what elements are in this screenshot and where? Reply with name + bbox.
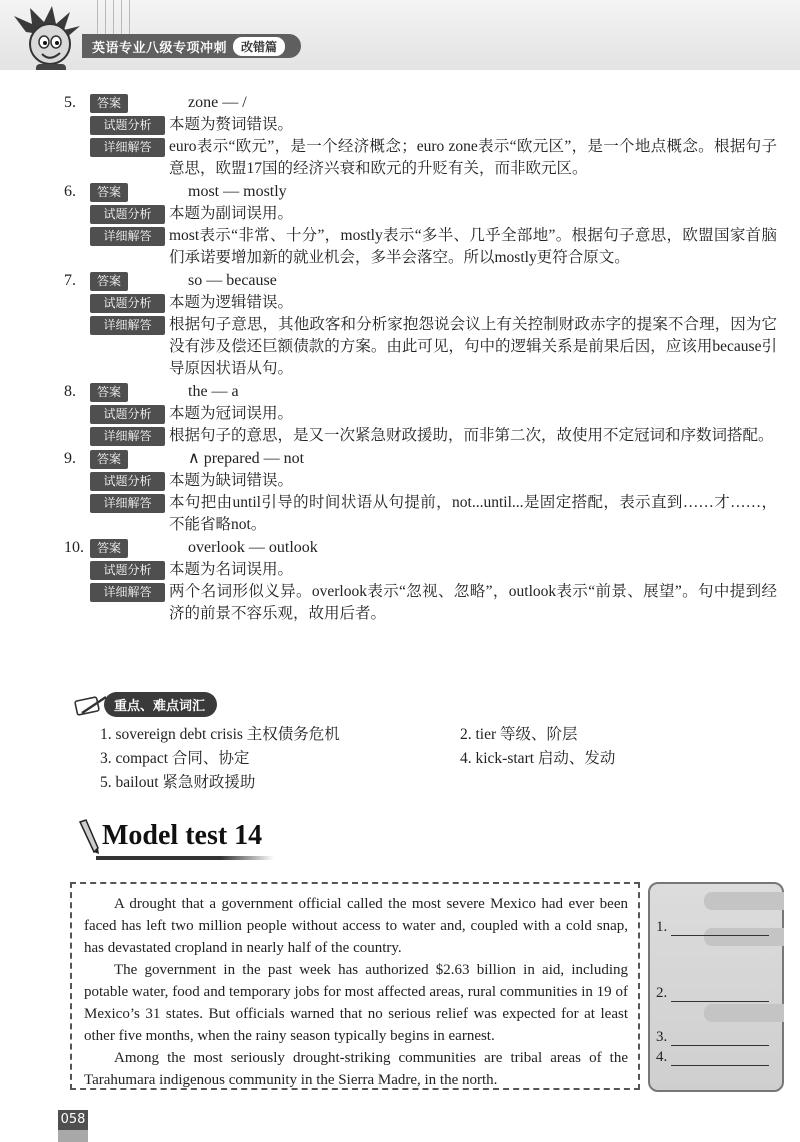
blank-number: 1. [656,919,668,935]
notebook-pen-icon [74,693,108,717]
answer-number: 9. [64,450,76,467]
answer-entry [64,181,784,269]
pencil-icon [74,818,102,854]
analysis-text: 本题为名词误用。 [169,561,294,578]
answer-blanks-panel [648,882,784,1092]
analysis-text: 本题为逻辑错误。 [169,294,294,311]
answer-entry [64,448,784,536]
page-number: 058 [58,1110,88,1130]
answer-number: 5. [64,94,76,111]
answer-number: 6. [64,183,76,200]
panel-tab [704,1004,784,1022]
detail-badge: 详细解答 [90,138,165,157]
detail-text: 两个名词形似义异。overlook表示“忽视、忽略”，outlook表示“前景、展望”。句中提到经济的前景不容乐观，故用后者。 [169,583,777,622]
analysis-badge: 试题分析 [90,205,165,224]
passage-paragraph: The government in the past week has authorized $2.63 billion in aid, including potable water, food and temporary jobs for most affected areas, rural communities in 19 of Mexico’s 31 states. But officials warned that no serious relief was expected for at least other five months, when the rainy season typically begins in earnest. [84,962,628,1044]
answer-text: most — mostly [188,183,287,200]
answer-blank[interactable] [656,984,769,1002]
analysis-badge: 试题分析 [90,561,165,580]
analysis-text: 本题为副词误用。 [169,205,294,222]
answer-entry [64,381,784,447]
section-tag: 改错篇 [233,37,285,56]
detail-badge: 详细解答 [90,227,165,246]
passage-paragraph: A drought that a government official called the most severe Mexico had ever been faced has left two million people without access to water and, coupled with a cold snap, has devastated cropland in nearly half of the country. [84,896,628,956]
analysis-text: 本题为冠词误用。 [169,405,294,422]
vocab-item: 1. sovereign debt crisis 主权债务危机 [100,726,340,743]
answer-list [64,92,784,626]
answer-badge: 答案 [90,94,128,113]
detail-text: 根据句子意思，其他政客和分析家抱怨说会议上有关控制财政赤字的提案不合理，因为它没有涉及偿还巨额债款的方案。由此可见，句中的逻辑关系是前果后因，应该用because引导原因状语从句。 [169,316,777,377]
answer-badge: 答案 [90,272,128,291]
answer-number: 10. [64,539,84,556]
passage-box [70,882,640,1090]
detail-text: 本句把由until引导的时间状语从句提前，not...until...是固定搭配，表示直到……才……，不能省略not。 [169,494,777,533]
vocab-item: 4. kick-start 启动、发动 [460,750,616,767]
detail-text: 根据句子的意思，是又一次紧急财政援助，而非第二次，故使用不定冠词和序数词搭配。 [169,427,774,444]
answer-text: so — because [188,272,277,289]
analysis-badge: 试题分析 [90,472,165,491]
answer-text: zone — / [188,94,247,111]
vocab-heading [74,692,217,717]
answer-badge: 答案 [90,450,128,469]
answer-number: 8. [64,383,76,400]
vocab-item: 2. tier 等级、阶层 [460,726,578,743]
answer-entry [64,92,784,180]
panel-tab [704,892,784,910]
analysis-badge: 试题分析 [90,405,165,424]
analysis-text: 本题为赘词错误。 [169,116,294,133]
answer-blank[interactable] [656,1048,769,1066]
answer-text: ∧ prepared — not [188,450,305,467]
page-number-tab [58,1130,88,1142]
vocab-title: 重点、难点词汇 [104,692,217,717]
detail-badge: 详细解答 [90,427,165,446]
answer-badge: 答案 [90,183,128,202]
vocab-item: 5. bailout 紧急财政援助 [100,774,256,791]
detail-badge: 详细解答 [90,316,165,335]
blank-line [671,1029,769,1046]
analysis-text: 本题为缺词错误。 [169,472,294,489]
answer-number: 7. [64,272,76,289]
answer-entry [64,270,784,380]
detail-badge: 详细解答 [90,494,165,513]
detail-badge: 详细解答 [90,583,165,602]
detail-text: euro表示“欧元”，是一个经济概念；euro zone表示“欧元区”，是一个地点概念。根据句子意思，欧盟17国的经济兴衰和欧元的升贬有关，而非欧元区。 [169,138,777,177]
page-header [0,0,800,70]
title-underline [96,856,274,860]
book-title: 英语专业八级专项冲刺 [92,40,228,56]
vocab-list [100,724,700,794]
analysis-badge: 试题分析 [90,294,165,313]
header-band [82,34,301,58]
answer-blank[interactable] [656,1028,769,1046]
model-test-title: Model test 14 [102,820,263,851]
blank-number: 4. [656,1049,668,1065]
analysis-badge: 试题分析 [90,116,165,135]
answer-badge: 答案 [90,539,128,558]
blank-line [671,919,769,936]
blank-number: 3. [656,1029,668,1045]
blank-line [671,985,769,1002]
detail-text: most表示“非常、十分”，mostly表示“多半、几乎全部地”。根据句子意思，欧盟国家首脑们承诺要增加新的就业机会，多半会落空。所以mostly更符合原文。 [169,227,777,266]
answer-badge: 答案 [90,383,128,402]
model-test-heading [74,818,262,854]
answer-entry [64,537,784,625]
blank-number: 2. [656,985,668,1001]
blank-line [671,1049,769,1066]
passage-paragraph: Among the most seriously drought-striking communities are tribal areas of the Tarahumara indigenous community in the Sierra Madre, in the north. [84,1050,628,1088]
answer-text: the — a [188,383,239,400]
answer-text: overlook — outlook [188,539,318,556]
vocab-item: 3. compact 合同、协定 [100,750,250,767]
answer-blank[interactable] [656,918,769,936]
